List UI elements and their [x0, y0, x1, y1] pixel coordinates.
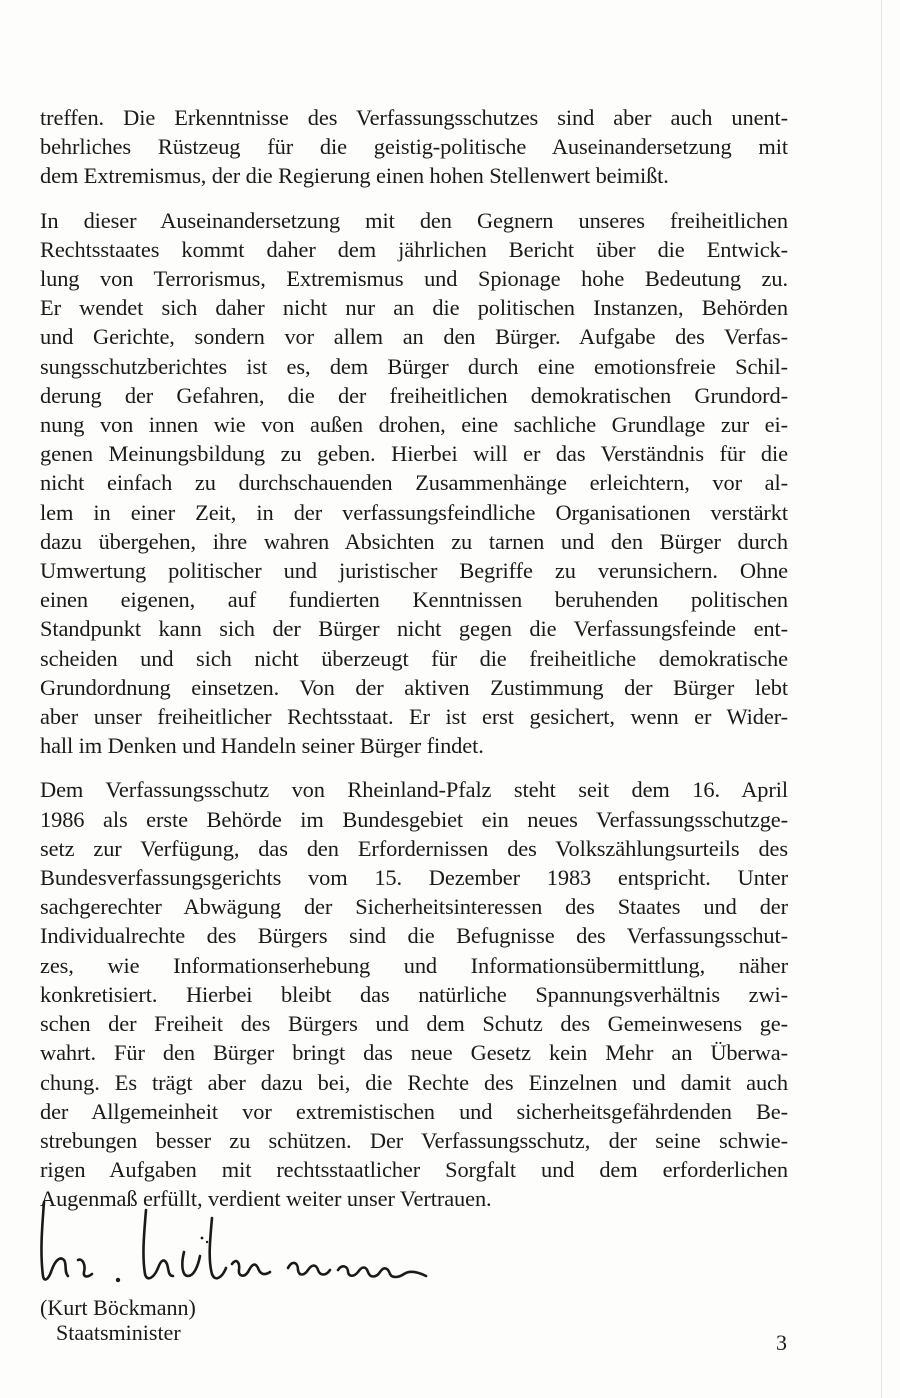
signature-stroke [41, 1202, 68, 1279]
text-line: und Gerichte, sondern vor allem an den Bürger. Aufgabe des Verfas- [40, 324, 788, 350]
body-text [40, 103, 788, 1229]
text-line: chung. Es trägt aber dazu bei, die Rechte des Einzelnen und damit auch [40, 1069, 788, 1095]
text-line: nung von innen wie von außen drohen, eine sachliche Grundlage zur ei- [40, 412, 788, 438]
signature-dot [116, 1278, 120, 1282]
text-line: konkretisiert. Hierbei bleibt das natürliche Spannungsverhältnis zwi- [40, 981, 788, 1007]
text-line: Individualrechte des Bürgers sind die Befugnisse des Verfassungsschut- [40, 923, 788, 949]
text-line: nicht einfach zu durchschauenden Zusammenhänge erleichtern, vor al- [40, 470, 788, 496]
page-edge-line [881, 0, 882, 1398]
signature-dot [206, 1241, 208, 1243]
text-line: schen der Freiheit des Bürgers und dem Schutz des Gemeinwesens ge- [40, 1011, 788, 1037]
text-line: behrliches Rüstzeug für die geistig-politische Auseinandersetzung mit [40, 134, 788, 160]
text-line: Dem Verfassungsschutz von Rheinland-Pfalz steht seit dem 16. April [40, 777, 788, 803]
text-line: Standpunkt kann sich der Bürger nicht gegen die Verfassungsfeinde ent- [40, 616, 788, 642]
paragraph [40, 775, 788, 1213]
signature-stroke [232, 1261, 270, 1276]
text-line: Grundordnung einsetzen. Von der aktiven Zustimmung der Bürger lebt [40, 674, 788, 700]
paragraph [40, 206, 788, 761]
text-line: Er wendet sich daher nicht nur an die politischen Instanzen, Behörden [40, 295, 788, 321]
signature-stroke [78, 1260, 92, 1277]
text-line: derung der Gefahren, die der freiheitlichen demokratischen Grundord- [40, 382, 788, 408]
text-line: genen Meinungsbildung zu geben. Hierbei will er das Verständnis für die [40, 441, 788, 467]
text-line: sachgerechter Abwägung der Sicherheitsinteressen des Staates und der [40, 894, 788, 920]
text-line: Umwertung politischer und juristischer Begriffe zu verunsichern. Ohne [40, 558, 788, 584]
text-line: rigen Aufgaben mit rechtsstaatlicher Sorgfalt und dem erforderlichen [40, 1157, 788, 1183]
text-line: dem Extremismus, der die Regierung einen hohen Stellenwert beimißt. [40, 163, 669, 189]
text-line: Bundesverfassungsgerichts vom 15. Dezember 1983 entspricht. Unter [40, 865, 788, 891]
signature-stroke [143, 1210, 173, 1278]
text-line: Rechtsstaates kommt daher dem jährlichen Bericht über die Entwick- [40, 236, 788, 262]
text-line: In dieser Auseinandersetzung mit den Gegnern unseres freiheitlichen [40, 207, 788, 233]
text-line: hall im Denken und Handeln seiner Bürger findet. [40, 733, 484, 759]
page-number: 3 [776, 1330, 787, 1355]
signatory-title: Staatsminister [56, 1320, 181, 1345]
signature-stroke [338, 1266, 426, 1277]
text-line: sungsschutzberichtes ist es, dem Bürger durch eine emotionsfreie Schil- [40, 353, 788, 379]
text-line: treffen. Die Erkenntnisse des Verfassungsschutzes sind aber auch unent- [40, 105, 788, 130]
text-line: 1986 als erste Behörde im Bundesgebiet ein neues Verfassungsschutzge- [40, 806, 788, 832]
handwritten-signature [34, 1198, 454, 1298]
signature-stroke [210, 1218, 226, 1278]
text-line: aber unser freiheitlicher Rechtsstaat. Er ist erst gesichert, wenn er Wider- [40, 704, 788, 730]
text-line: lung von Terrorismus, Extremismus und Spionage hohe Bedeutung zu. [40, 266, 788, 292]
text-line: scheiden und sich nicht überzeugt für die freiheitliche demokratische [40, 645, 788, 671]
text-line: lem in einer Zeit, in der verfassungsfeindliche Organisationen verstärkt [40, 499, 788, 525]
text-line: strebungen besser zu schützen. Der Verfassungsschutz, der seine schwie- [40, 1127, 788, 1153]
text-line: einen eigenen, auf fundierten Kenntnissen beruhenden politischen [40, 587, 788, 613]
signatory-name: (Kurt Böckmann) [40, 1295, 196, 1320]
text-line: zes, wie Informationserhebung und Informationsübermittlung, näher [40, 952, 788, 978]
signature-stroke [288, 1263, 330, 1275]
text-line: dazu übergehen, ihre wahren Absichten zu tarnen und den Bürger durch [40, 528, 788, 554]
paragraph [40, 103, 788, 191]
text-line: der Allgemeinheit vor extremistischen und sicherheitsgefährdenden Be- [40, 1098, 788, 1124]
text-line: wahrt. Für den Bürger bringt das neue Gesetz kein Mehr an Überwa- [40, 1040, 788, 1066]
text-line: setz zur Verfügung, das den Erfordernissen des Volkszählungsurteils des [40, 835, 788, 861]
text-line: Augenmaß erfüllt, verdient weiter unser Vertrauen. [40, 1186, 492, 1212]
signature-dot [201, 1237, 204, 1240]
signature-stroke [182, 1252, 200, 1276]
